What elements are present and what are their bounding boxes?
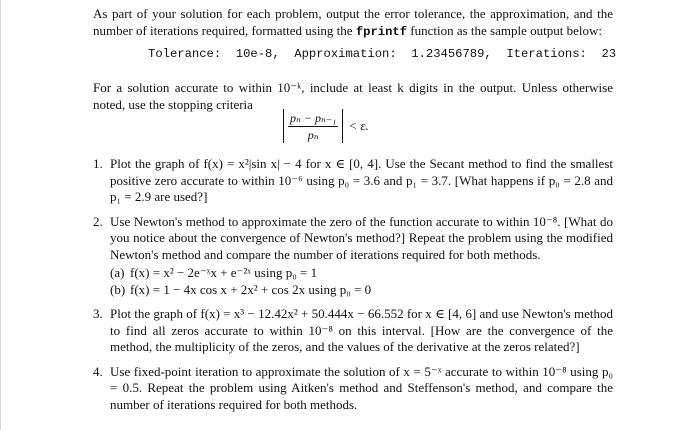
part-label: (b) xyxy=(110,281,126,297)
part-label: (a) xyxy=(110,265,125,280)
part-text: f(x) = x² − 2e⁻ˣx + e⁻²ˣ using p₀ = 1 xyxy=(130,265,318,280)
sample-output: Tolerance: 10e-8, Approximation: 1.23456789, Iterations: 23 xyxy=(148,47,617,61)
fraction-denominator: pₙ xyxy=(307,127,319,142)
problem-number: 3. xyxy=(93,306,103,321)
problem-2-part-a xyxy=(93,265,613,282)
problem-2-part-b xyxy=(93,282,613,299)
problem-number: 2. xyxy=(93,213,103,229)
problem-text: Use Newton's method to approximate the zero of the function accurate to within 10⁻⁸. [What do you notice about the convergence of Newton's method?] Repeat the problem using the modified Newton's method and compare the number of iterations required for both methods. xyxy=(110,213,613,262)
problem-text: Plot the graph of f(x) = x³ − 12.42x² + 50.444x − 66.552 for x ∈ [4, 6] and use Newton's method to find all zeros accurate to within 10⁻⁸ on this interval. [How are the convergence of the method, the multiplicity of the zeros, and the values of the derivative at the zeros related?] xyxy=(110,306,613,354)
problem-2 xyxy=(93,214,613,264)
intro-text-after: function as the sample output below: xyxy=(407,22,602,38)
intro-text-before: As part of your solution for each problem, output the error tolerance, the approximation, and the number of iterations required, formatted using the xyxy=(93,6,613,38)
absolute-value-bars xyxy=(283,109,343,143)
accuracy-note: For a solution accurate to within 10⁻ᵏ, include at least k digits in the output. Unless otherwise noted, use the stopping criteria xyxy=(93,80,613,112)
problem-3 xyxy=(93,306,613,356)
problem-4 xyxy=(93,364,613,414)
problem-1 xyxy=(93,156,613,206)
problem-number: 4. xyxy=(93,363,103,379)
part-text: f(x) = 1 − 4x cos x + 2x² + cos 2x using p₀ = 0 xyxy=(130,281,372,297)
stopping-criteria-formula xyxy=(283,109,369,143)
relative-error-fraction xyxy=(288,111,338,142)
intro-paragraph xyxy=(93,6,613,40)
problem-text: Use fixed-point iteration to approximate the solution of x = 5⁻ˣ accurate to within 10⁻⁸ using p₀ = 0.5. Repeat the problem using Aitken's method and Steffenson's method, and compare the number of iterations required for both methods. xyxy=(110,363,613,412)
fprintf-code: fprintf xyxy=(355,24,408,39)
fraction-numerator: pₙ − pₙ₋₁ xyxy=(290,110,337,125)
problem-number: 1. xyxy=(93,156,103,171)
problem-list xyxy=(93,156,613,419)
problem-text: Plot the graph of f(x) = x²|sin x| − 4 for x ∈ [0, 4]. Use the Secant method to find the smallest positive zero accurate to within 10⁻⁶ using p₀ = 3.6 and p₁ = 3.7. [What happens if p₀ = 2.8 and p₁ = 2.9 are used?] xyxy=(110,156,613,204)
criteria-relation: < ε. xyxy=(348,117,369,133)
